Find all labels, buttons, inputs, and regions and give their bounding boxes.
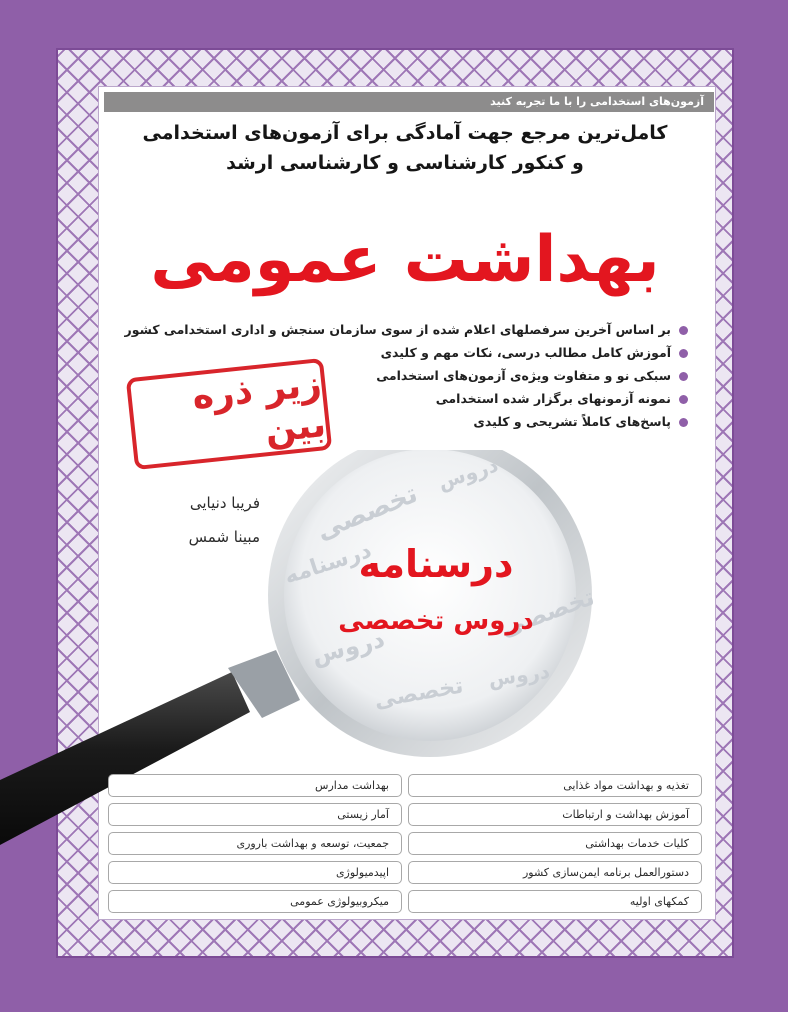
bullet-icon (679, 395, 688, 404)
topic-item: بهداشت مدارس (108, 774, 402, 797)
topic-item: کلیات خدمات بهداشتی (408, 832, 702, 855)
subtitle (110, 118, 700, 178)
book-title: بهداشت عمومی (150, 223, 660, 297)
author-name: فریبا دنیایی (189, 494, 260, 512)
bullet-icon (679, 349, 688, 358)
lens-word: تخصصی (496, 582, 599, 643)
lens-word: دروس (486, 658, 552, 692)
topic-item: تغذیه و بهداشت مواد غذایی (408, 774, 702, 797)
feature-text: پاسخ‌های کاملاً تشریحی و کلیدی (473, 414, 671, 429)
topics-grid (108, 774, 702, 913)
topic-item: آموزش بهداشت و ارتباطات (408, 803, 702, 826)
topic-item: دستورالعمل برنامه ایمن‌سازی کشور (408, 861, 702, 884)
feature-item (150, 341, 688, 364)
topic-item: آمار زیستی (108, 803, 402, 826)
topic-item: اپیدمیولوژی (108, 861, 402, 884)
book-subtitle: دروس تخصصی (338, 606, 534, 636)
feature-text: نمونه آزمونهای برگزار شده استخدامی (435, 391, 671, 406)
feature-text: بر اساس آخرین سرفصلهای اعلام شده از سوی سازمان سنجش و اداری استخدامی کشور (124, 322, 671, 337)
lens-word: دروس (434, 452, 501, 495)
feature-text: سبکی نو و متفاوت ویژه‌ی آزمون‌های استخدامی (376, 368, 671, 383)
lens-word: تخصصی (312, 478, 422, 547)
subtitle-line: و کنکور کارشناسی و کارشناسی ارشد (226, 152, 584, 174)
lens-word: دروس (308, 624, 388, 670)
lens-word: درسنامه (281, 538, 375, 590)
lens-word: تخصصی (372, 673, 466, 714)
topic-item: جمعیت، توسعه و بهداشت باروری (108, 832, 402, 855)
topic-item: میکروبیولوژی عمومی (108, 890, 402, 913)
bullet-icon (679, 372, 688, 381)
book-name: درسنامه (358, 542, 514, 586)
feature-text: آموزش کامل مطالب درسی، نکات مهم و کلیدی (380, 345, 671, 360)
stamp-text: زیر ذره بین (190, 363, 328, 452)
topic-item: کمکهای اولیه (408, 890, 702, 913)
subtitle-line: کامل‌ترین مرجع جهت آمادگی برای آزمون‌های استخدامی (142, 122, 668, 144)
author-name: مبینا شمس (188, 528, 260, 546)
bullet-icon (679, 326, 688, 335)
top-banner: آزمون‌های استخدامی را با ما تجربه کنید (104, 92, 714, 112)
feature-item (124, 318, 688, 341)
bullet-icon (679, 418, 688, 427)
